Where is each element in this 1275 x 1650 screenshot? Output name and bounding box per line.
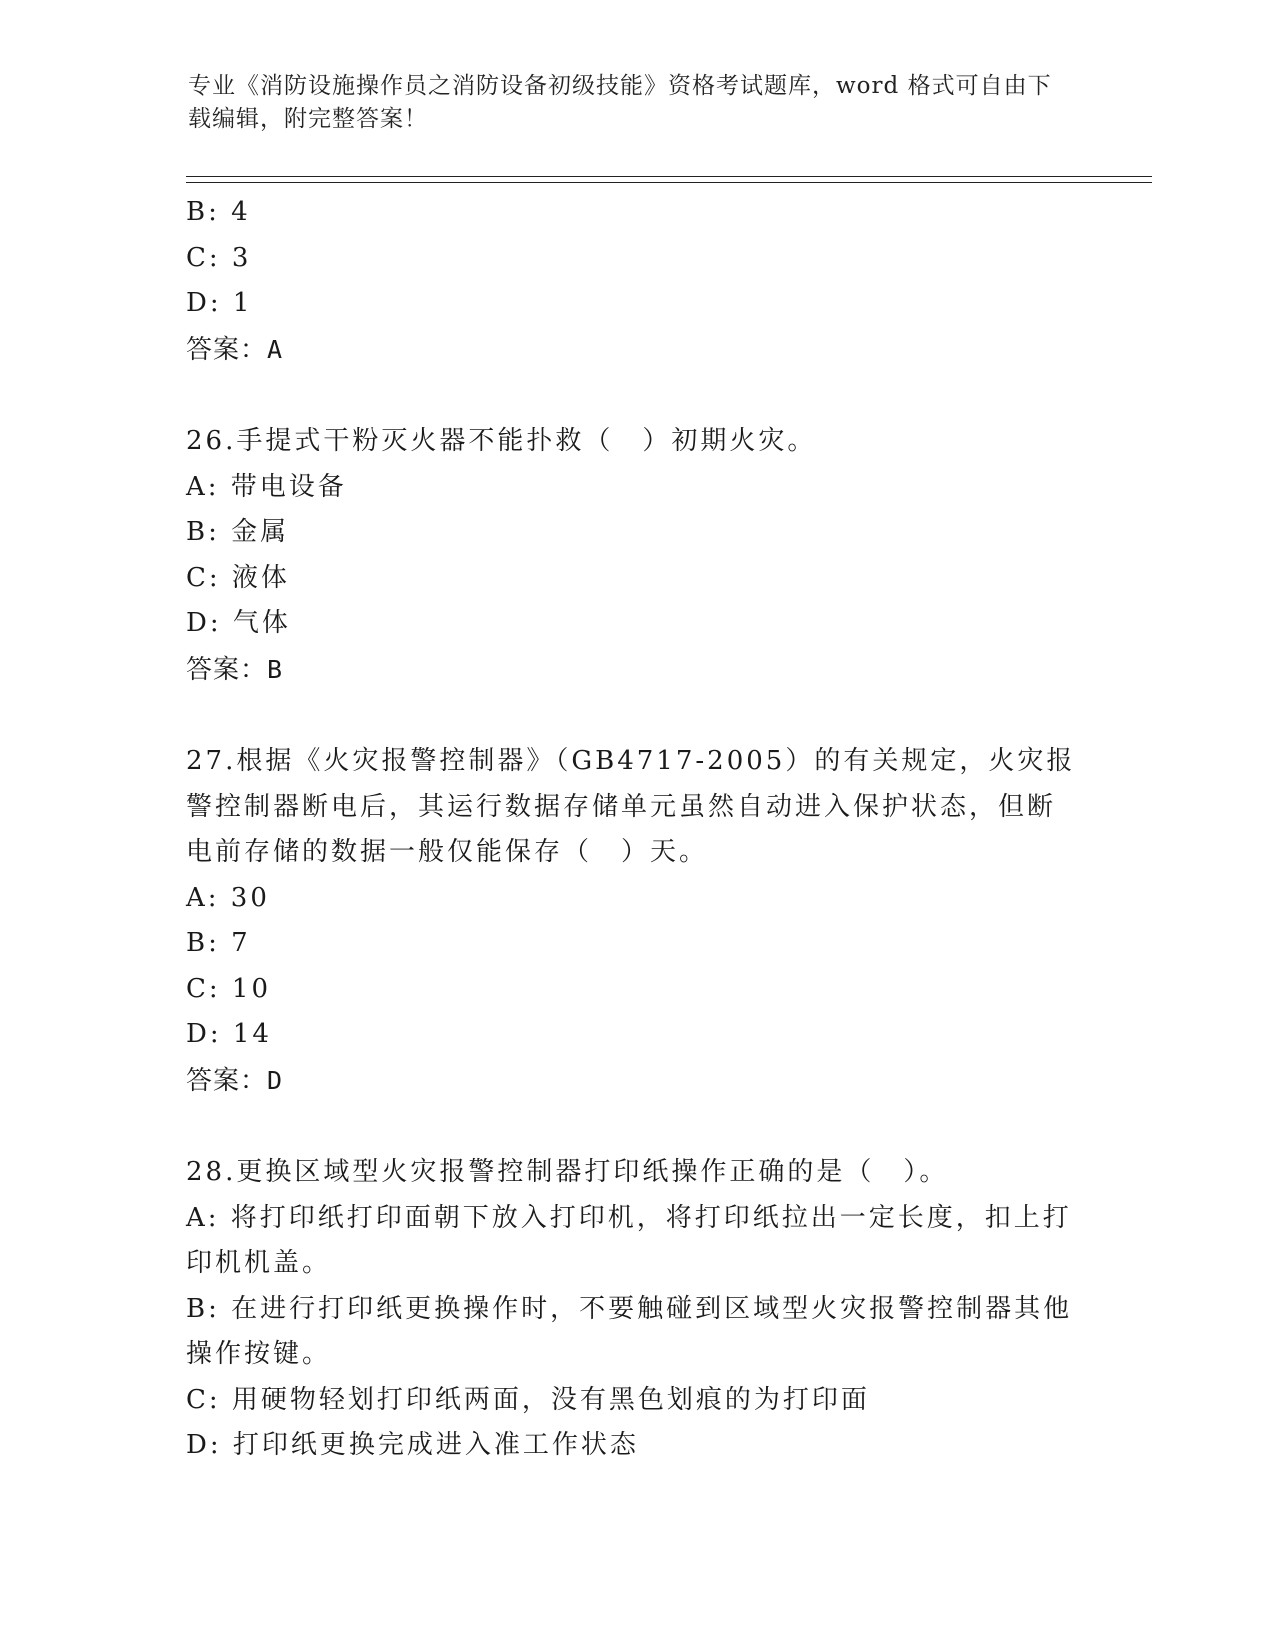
answer-value: D <box>267 1065 284 1095</box>
option-c: C: 10 <box>186 973 272 1004</box>
option-c: C: 3 <box>186 242 252 273</box>
header-divider-top <box>186 176 1152 177</box>
answer-value: A <box>267 334 284 364</box>
answer-line <box>186 1058 1076 1105</box>
question-26 <box>186 419 1076 693</box>
option-a: A: 将打印纸打印面朝下放入打印机，将打印纸拉出一定长度，扣上打印机机盖。 <box>186 1202 1072 1278</box>
option-b: B: 在进行打印纸更换操作时，不要触碰到区域型火灾报警控制器其他操作按键。 <box>186 1293 1073 1369</box>
option-b: B: 金属 <box>186 517 290 547</box>
option-c: C: 用硬物轻划打印纸两面，没有黑色划痕的为打印面 <box>186 1384 870 1415</box>
question-stem: 28.更换区域型火灾报警控制器打印纸操作正确的是（ ）。 <box>186 1157 949 1187</box>
option-d: D: 14 <box>186 1019 272 1049</box>
header-divider-bottom <box>186 182 1152 183</box>
header-text: 专业《消防设施操作员之消防设备初级技能》资格考试题库，word 格式可自由下载编辑，附完整答案！ <box>188 73 1052 132</box>
question-28 <box>186 1150 1076 1469</box>
option-d: D: 1 <box>186 288 253 318</box>
document-header <box>188 70 1068 136</box>
option-b: B: 4 <box>186 197 251 227</box>
question-25-tail <box>186 190 1076 373</box>
answer-line <box>186 647 1076 694</box>
question-stem: 27.根据《火灾报警控制器》（GB4717-2005）的有关规定，火灾报警控制器断电后，其运行数据存储单元虽然自动进入保护状态，但断电前存储的数据一般仅能保存（ ）天。 <box>186 746 1076 867</box>
option-d: D: 打印纸更换完成进入准工作状态 <box>186 1430 639 1460</box>
question-list <box>186 190 1076 1469</box>
answer-label: 答案： <box>186 1065 268 1096</box>
answer-label: 答案： <box>186 334 268 365</box>
option-c: C: 液体 <box>186 562 290 593</box>
question-27 <box>186 739 1076 1104</box>
answer-label: 答案： <box>186 654 268 685</box>
question-stem: 26.手提式干粉灭火器不能扑救（ ）初期火灾。 <box>186 426 817 456</box>
option-b: B: 7 <box>186 928 251 958</box>
option-a: A: 带电设备 <box>186 471 347 502</box>
option-d: D: 气体 <box>186 608 291 638</box>
option-a: A: 30 <box>186 882 270 913</box>
answer-value: B <box>267 654 284 684</box>
answer-line <box>186 327 1076 374</box>
